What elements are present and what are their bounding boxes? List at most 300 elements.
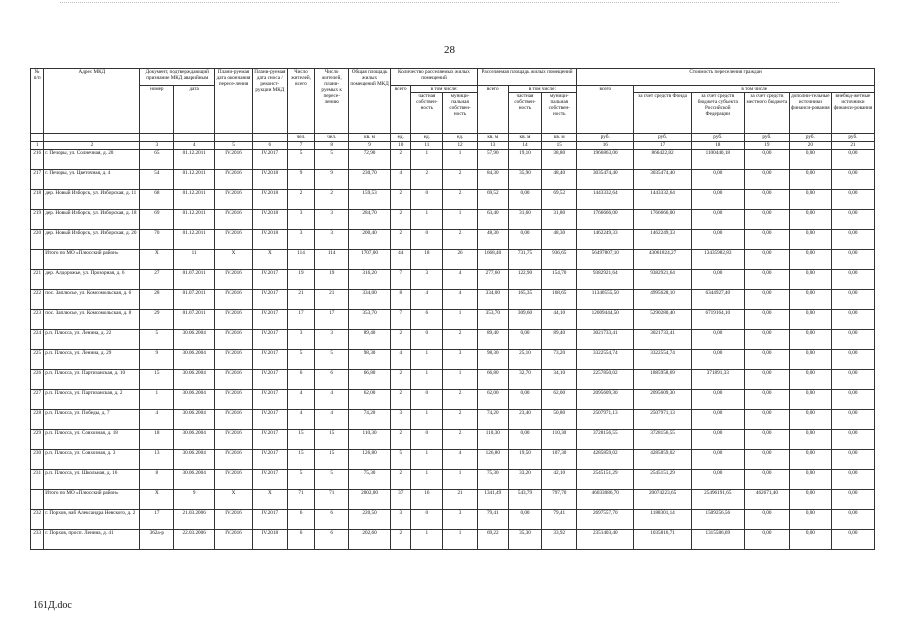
value-cell: 44 (391, 250, 411, 270)
value-cell: 1443332,64 (577, 190, 634, 210)
value-cell: 0,00 (744, 210, 789, 230)
value-cell: 107,30 (542, 450, 577, 470)
value-cell: 50,80 (542, 410, 577, 430)
value-cell: 21.03.2006 (174, 510, 215, 530)
header-cell: Документ, подтверждающий признание МКД аварийным (140, 69, 215, 86)
value-cell: 0,00 (789, 430, 831, 450)
column-number-cell: 17 (634, 142, 691, 150)
value-cell: IV.2018 (252, 170, 287, 190)
column-number-cell: 18 (691, 142, 744, 150)
value-cell: 33,92 (542, 530, 577, 550)
value-cell: 0,00 (691, 190, 744, 210)
value-cell: 1 (443, 530, 478, 550)
value-cell: 3 (315, 330, 349, 350)
table-row (31, 330, 875, 350)
value-cell: 1 (411, 410, 443, 430)
unit-cell: ед. (391, 134, 411, 142)
value-cell: 0,00 (744, 330, 789, 350)
value-cell: 0,00 (744, 310, 789, 330)
value-cell: 1462249,33 (634, 230, 691, 250)
value-cell: IV.2016 (215, 290, 253, 310)
value-cell: 6 (287, 530, 315, 550)
value-cell: 0,00 (831, 210, 874, 230)
value-cell: 72,90 (349, 150, 391, 170)
value-cell: 2507971,13 (577, 410, 634, 430)
value-cell: IV.2017 (252, 290, 287, 310)
value-cell: 154,70 (542, 270, 577, 290)
value-cell: 30.06.2004 (174, 370, 215, 390)
value-cell: 16 (411, 490, 443, 510)
address-cell: р.п. Плюсса, ул. Партизанская, д. 2 (44, 390, 140, 410)
row-number-cell (31, 490, 44, 510)
value-cell: 32,70 (508, 370, 542, 390)
value-cell: 200,40 (349, 230, 391, 250)
value-cell: 6344927,40 (691, 290, 744, 310)
value-cell: 0,00 (691, 230, 744, 250)
header-cell: муници-пальная собствен-ность (443, 93, 478, 134)
value-cell: 29 (140, 310, 174, 330)
value-cell: 22.03.2006 (174, 530, 215, 550)
header-cell: за счет средств Фонда (634, 93, 691, 134)
value-cell: 0,00 (744, 390, 789, 410)
value-cell: 3021733,41 (577, 330, 634, 350)
value-cell: 4285859,02 (634, 450, 691, 470)
address-cell: р.п. Плюсса, ул. Победы, д. 7 (44, 410, 140, 430)
value-cell: 0,00 (744, 150, 789, 170)
address-cell: р.п. Плюсса, ул. Партизанская, д. 10 (44, 370, 140, 390)
value-cell: 1966863,00 (577, 150, 634, 170)
value-cell: 15 (287, 430, 315, 450)
value-cell: IV.2016 (215, 330, 253, 350)
value-cell: 3 (391, 410, 411, 430)
value-cell: 37 (391, 490, 411, 510)
header-cell: Количество расселяемых жилых помещений (391, 69, 478, 86)
value-cell: 0,00 (831, 270, 874, 290)
row-number-cell: 223 (31, 310, 44, 330)
value-cell: 9 (140, 350, 174, 370)
value-cell: IV.2018 (252, 230, 287, 250)
row-number-cell: 224 (31, 330, 44, 350)
value-cell: 01.07.2011 (174, 290, 215, 310)
value-cell: IV.2016 (215, 410, 253, 430)
value-cell: 1885958,69 (634, 370, 691, 390)
value-cell: 0,00 (508, 430, 542, 450)
value-cell: 2 (411, 170, 443, 190)
row-number-cell: 226 (31, 370, 44, 390)
value-cell: 4 (287, 410, 315, 430)
value-cell: 114 (315, 250, 349, 270)
value-cell: 30.06.2004 (174, 390, 215, 410)
value-cell: IV.2018 (252, 530, 287, 550)
value-cell: 0,00 (789, 230, 831, 250)
value-cell: 1 (140, 390, 174, 410)
value-cell: 220,50 (349, 510, 391, 530)
address-cell: г. Порхов, наб Александра Невского, д. 2 (44, 510, 140, 530)
value-cell: 0,00 (831, 390, 874, 410)
value-cell: 1 (411, 210, 443, 230)
table-row (31, 230, 875, 250)
value-cell: 0,00 (744, 510, 789, 530)
value-cell: 3 (287, 210, 315, 230)
value-cell: 84,30 (477, 170, 508, 190)
table-row (31, 310, 875, 330)
value-cell: 65 (140, 150, 174, 170)
header-cell: всего (477, 86, 508, 134)
value-cell: 126,80 (349, 450, 391, 470)
value-cell: 362а-р (140, 530, 174, 550)
value-cell: 0,00 (744, 190, 789, 210)
value-cell: IV.2016 (215, 210, 253, 230)
value-cell: 70 (140, 230, 174, 250)
value-cell: 0,00 (508, 230, 542, 250)
unit-cell: кв. м (542, 134, 577, 142)
column-number-cell: 14 (508, 142, 542, 150)
value-cell: 1668,40 (477, 250, 508, 270)
column-number-cell: 20 (789, 142, 831, 150)
unit-cell: ед. (443, 134, 478, 142)
column-number-cell: 16 (577, 142, 634, 150)
value-cell: 2095609,30 (634, 390, 691, 410)
value-cell: 0,00 (831, 450, 874, 470)
value-cell: IV.2016 (215, 270, 253, 290)
header-cell: Расселяемая площадь жилых помещений (477, 69, 576, 86)
column-number-cell: 9 (349, 142, 391, 150)
value-cell: 122,90 (508, 270, 542, 290)
value-cell: 0,00 (691, 210, 744, 230)
value-cell: 2 (391, 430, 411, 450)
value-cell: 1 (411, 370, 443, 390)
value-cell: 3728156,55 (577, 430, 634, 450)
value-cell: 1341,49 (477, 490, 508, 510)
value-cell: 62,00 (542, 390, 577, 410)
footer-filename: 161Д.doc (33, 600, 72, 611)
value-cell: 25,10 (508, 350, 542, 370)
address-cell: р.п. Плюсса, ул. Ленина, д. 22 (44, 330, 140, 350)
value-cell: 1509256,56 (691, 510, 744, 530)
value-cell: 543,79 (508, 490, 542, 510)
value-cell: 0,00 (831, 370, 874, 390)
value-cell: X (252, 490, 287, 510)
header-cell: в том числе (634, 86, 875, 93)
address-cell: г. Порхов, просп. Ленина, д. 41 (44, 530, 140, 550)
value-cell: 1035816,71 (634, 530, 691, 550)
value-cell: 5 (287, 150, 315, 170)
value-cell: 3035474,40 (634, 170, 691, 190)
value-cell: 3 (287, 330, 315, 350)
value-cell: 110,30 (542, 430, 577, 450)
value-cell: 371891,33 (691, 370, 744, 390)
value-cell: 0,00 (744, 530, 789, 550)
table-row (31, 290, 875, 310)
value-cell: 0,00 (744, 250, 789, 270)
value-cell: IV.2017 (252, 150, 287, 170)
value-cell: 38,80 (542, 150, 577, 170)
unit-cell: руб. (691, 134, 744, 142)
value-cell: 43061824,27 (634, 250, 691, 270)
value-cell: 0,00 (789, 270, 831, 290)
value-cell: 3322554,74 (577, 350, 634, 370)
value-cell: 0,00 (744, 290, 789, 310)
value-cell: 0,00 (831, 410, 874, 430)
header-cell: за счет средств бюджета субъекта Российской Федерации (691, 93, 744, 134)
units-row (31, 134, 875, 142)
table-row (31, 530, 875, 550)
value-cell: 230,70 (349, 170, 391, 190)
value-cell: 6 (315, 510, 349, 530)
table-row (31, 210, 875, 230)
value-cell: 1462249,33 (577, 230, 634, 250)
value-cell: 0,00 (789, 490, 831, 510)
table-row (31, 490, 875, 510)
value-cell: IV.2017 (252, 370, 287, 390)
value-cell: 110,30 (349, 430, 391, 450)
value-cell: 0 (411, 430, 443, 450)
value-cell: 11340555,50 (577, 290, 634, 310)
table-row (31, 370, 875, 390)
value-cell: 66,80 (349, 370, 391, 390)
value-cell: IV.2016 (215, 230, 253, 250)
column-number-cell: 21 (831, 142, 874, 150)
value-cell: 20074223,65 (634, 490, 691, 510)
value-cell: IV.2016 (215, 390, 253, 410)
value-cell: 0,00 (691, 410, 744, 430)
row-number-cell: 232 (31, 510, 44, 530)
value-cell: 4 (315, 410, 349, 430)
value-cell: 71 (287, 490, 315, 510)
value-cell: 0,00 (744, 170, 789, 190)
value-cell: 4 (391, 350, 411, 370)
header-cell: дополни-тельные источники финанси-рования (789, 93, 831, 134)
value-cell: 2 (315, 190, 349, 210)
row-number-cell: 222 (31, 290, 44, 310)
table-header (31, 69, 875, 142)
value-cell: 1707,00 (349, 250, 391, 270)
table-row (31, 450, 875, 470)
page-number: 28 (444, 44, 455, 56)
unit-cell: кв. м (477, 134, 508, 142)
value-cell: 30.06.2004 (174, 330, 215, 350)
value-cell: 0,00 (691, 450, 744, 470)
value-cell: 0 (411, 230, 443, 250)
value-cell: 0,00 (831, 170, 874, 190)
value-cell: 79,41 (542, 510, 577, 530)
table-row (31, 250, 875, 270)
value-cell: IV.2017 (252, 330, 287, 350)
address-cell: р.п. Плюсса, ул. Ленина, д. 29 (44, 350, 140, 370)
value-cell: 2 (443, 230, 478, 250)
value-cell: 8 (391, 290, 411, 310)
value-cell: 2 (443, 190, 478, 210)
value-cell: 0 (411, 330, 443, 350)
unit-cell: кв. м (508, 134, 542, 142)
value-cell: IV.2016 (215, 430, 253, 450)
value-cell: 2 (287, 190, 315, 210)
value-cell: 5 (287, 350, 315, 370)
unit-cell: кв. м (349, 134, 391, 142)
column-number-cell: 2 (44, 142, 140, 150)
value-cell: 3 (287, 230, 315, 250)
unit-cell: чел. (315, 134, 349, 142)
value-cell: 4995628,10 (634, 290, 691, 310)
row-number-cell: 230 (31, 450, 44, 470)
value-cell: IV.2017 (252, 510, 287, 530)
value-cell: 4 (411, 290, 443, 310)
value-cell: 98,30 (349, 350, 391, 370)
value-cell: 0,00 (789, 210, 831, 230)
table-row (31, 410, 875, 430)
table-row (31, 430, 875, 450)
value-cell: 30.06.2004 (174, 350, 215, 370)
address-cell: пос. Заплюсье, ул. Комсомольская, д. 8 (44, 310, 140, 330)
value-cell: 18 (411, 250, 443, 270)
header-cell: дата (174, 86, 215, 134)
header-cell: в том числе: (508, 86, 577, 93)
value-cell: IV.2016 (215, 310, 253, 330)
value-cell: 3 (443, 510, 478, 530)
value-cell: 334,00 (349, 290, 391, 310)
value-cell: 42,10 (542, 470, 577, 490)
value-cell: 0,00 (744, 350, 789, 370)
table-row (31, 270, 875, 290)
value-cell: 3021733,41 (634, 330, 691, 350)
value-cell: 6 (315, 530, 349, 550)
value-cell: 0,00 (831, 530, 874, 550)
value-cell: 1766666,00 (634, 210, 691, 230)
value-cell: 0,00 (508, 190, 542, 210)
value-cell: 2 (443, 430, 478, 450)
header-cell: в том числе: (411, 86, 477, 93)
value-cell: 2 (391, 470, 411, 490)
value-cell: IV.2016 (215, 530, 253, 550)
table-row (31, 170, 875, 190)
table-row (31, 350, 875, 370)
row-number-cell: 225 (31, 350, 44, 370)
value-cell: 2697557,70 (577, 510, 634, 530)
value-cell: 75,30 (349, 470, 391, 490)
value-cell: 0 (411, 190, 443, 210)
value-cell: 731,75 (508, 250, 542, 270)
value-cell: 19 (315, 270, 349, 290)
value-cell: 5290280,40 (634, 310, 691, 330)
value-cell: 13 (140, 450, 174, 470)
value-cell: IV.2017 (252, 270, 287, 290)
row-number-cell: 227 (31, 390, 44, 410)
value-cell: 17 (140, 510, 174, 530)
value-cell: 4 (443, 290, 478, 310)
value-cell: IV.2017 (252, 430, 287, 450)
value-cell: 21 (315, 290, 349, 310)
value-cell: 01.12.2011 (174, 170, 215, 190)
value-cell: 0,00 (691, 170, 744, 190)
table-row (31, 150, 875, 170)
value-cell: IV.2017 (252, 450, 287, 470)
value-cell: 0,00 (789, 450, 831, 470)
header-cell: Адрес МКД (44, 69, 140, 134)
value-cell: 0,00 (508, 510, 542, 530)
value-cell: IV.2017 (252, 470, 287, 490)
value-cell: 31,60 (508, 210, 542, 230)
value-cell: 1 (411, 530, 443, 550)
value-cell: 2 (443, 170, 478, 190)
value-cell: 15 (315, 430, 349, 450)
value-cell: 0,00 (789, 410, 831, 430)
resettlement-table (30, 68, 875, 550)
value-cell: 1 (443, 470, 478, 490)
value-cell: IV.2017 (252, 350, 287, 370)
value-cell: 159,53 (349, 190, 391, 210)
address-cell: г. Печоры, ул. Цветочная, д. 4 (44, 170, 140, 190)
value-cell: 2 (391, 210, 411, 230)
value-cell: 12009444,50 (577, 310, 634, 330)
value-cell: 3322554,74 (634, 350, 691, 370)
value-cell: 25496191,65 (691, 490, 744, 510)
value-cell: 7 (391, 310, 411, 330)
value-cell: X (140, 490, 174, 510)
value-cell: 69,52 (477, 190, 508, 210)
value-cell: 30.06.2004 (174, 410, 215, 430)
value-cell: 73,20 (542, 350, 577, 370)
value-cell: 1 (443, 370, 478, 390)
address-cell: дер. Алдорожье, ул. Прозорная, д. 6 (44, 270, 140, 290)
value-cell: 69,22 (477, 530, 508, 550)
value-cell: 1315586,69 (691, 530, 744, 550)
value-cell: 9 (315, 170, 349, 190)
value-cell: 0,00 (744, 370, 789, 390)
value-cell: 0,00 (508, 330, 542, 350)
row-number-cell: 216 (31, 150, 44, 170)
scan-edge-line (60, 2, 839, 5)
value-cell: 2 (391, 190, 411, 210)
value-cell: 0,00 (831, 330, 874, 350)
unit-cell: руб. (831, 134, 874, 142)
value-cell: X (215, 250, 253, 270)
row-number-cell: 228 (31, 410, 44, 430)
header-cell: всего (391, 86, 411, 134)
value-cell: 89,40 (349, 330, 391, 350)
value-cell: 4 (315, 390, 349, 410)
value-cell: 1 (443, 150, 478, 170)
value-cell: 17 (315, 310, 349, 330)
value-cell: 2351403,40 (577, 530, 634, 550)
value-cell: 0,00 (744, 230, 789, 250)
value-cell: X (252, 250, 287, 270)
value-cell: 114 (287, 250, 315, 270)
value-cell: 5 (315, 150, 349, 170)
value-cell: 66,80 (477, 370, 508, 390)
value-cell: 0,00 (744, 270, 789, 290)
value-cell: 2 (443, 330, 478, 350)
value-cell: 0,00 (831, 230, 874, 250)
row-number-cell: 229 (31, 430, 44, 450)
value-cell: 0,00 (789, 250, 831, 270)
value-cell: 2 (391, 150, 411, 170)
value-cell: 30.06.2004 (174, 470, 215, 490)
header-cell: всего (577, 86, 634, 134)
value-cell: 89,40 (477, 330, 508, 350)
address-cell: г. Печоры, ул. Солнечная, д. 20 (44, 150, 140, 170)
value-cell: 0,00 (744, 470, 789, 490)
value-cell: 0,00 (831, 510, 874, 530)
table-row (31, 390, 875, 410)
value-cell: 0,00 (691, 350, 744, 370)
value-cell: 4 (443, 450, 478, 470)
value-cell: 9 (287, 170, 315, 190)
value-cell: 0,00 (691, 330, 744, 350)
column-number-cell: 6 (252, 142, 287, 150)
value-cell: 316,20 (349, 270, 391, 290)
value-cell: 353,70 (477, 310, 508, 330)
value-cell: 0,00 (691, 270, 744, 290)
